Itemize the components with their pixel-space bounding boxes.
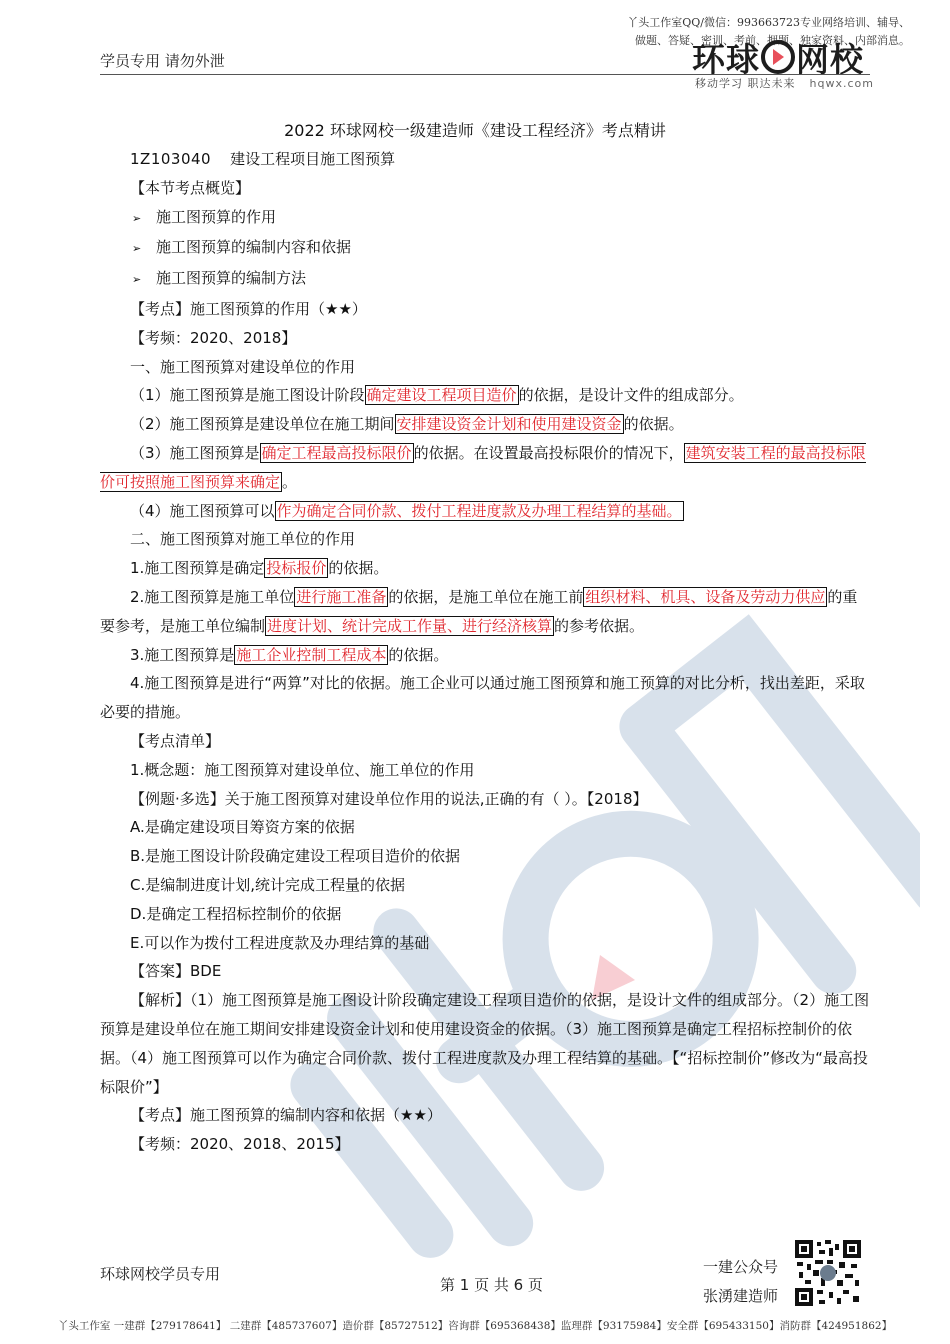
answer: 【答案】BDE [130,962,222,981]
option-e: E.可以作为拨付工程进度款及办理结算的基础 [130,933,430,952]
checklist-item: 1.概念题：施工图预算对建设单位、施工单位的作用 [130,760,475,779]
page-indicator: 第 1 页 共 6 页 [440,1276,543,1294]
text-segment: （2）施工图预算是建设单位在施工期间 [130,415,395,434]
text-segment: （4）施工图预算可以 [130,501,275,520]
promo-footer-text: 丫头工作室 一建群【279178641】 二建群【485737607】造价群【85727512】咨询群【695368438】监理群【93175984】安全群【695433150】消防群【424951862】 [57,1320,893,1332]
text-segment: 的参考依据。 [554,616,645,635]
logo-play-icon [761,40,795,74]
text-segment: 的依据，是施工单位在施工前 [388,587,584,606]
heading-owner-role: 一、施工图预算对建设单位的作用 [130,357,356,376]
bullet-item [100,233,870,264]
bullet-item [100,203,870,234]
highlight-box: 确定建设工程项目造价 [366,386,517,405]
logo-text-a: 环球 [692,40,760,79]
logo-slogan-text: 移动学习 职达未来 [695,77,796,90]
footer-student-label: 环球网校学员专用 [100,1265,221,1283]
bullet-text: 施工图预算的编制内容和依据 [156,238,352,257]
owner-role-4 [100,497,870,526]
analysis: 【解析】（1）施工图预算是施工图设计阶段确定建设工程项目造价的依据，是设计文件的组成部分。（2）施工图预算是建设单位在施工期间安排建设资金计划和使用建设资金的依据。（3）施工图预算是确定工程招标控制价的依据。（4）施工图预算可以作为确定合同价款、拨付工程进度款及办理工程结算的基础。【“招标控制价”修改为“最高投标限价”】 [100,991,870,1096]
section-heading [100,145,870,174]
section-title: 建设工程项目施工图预算 [230,150,396,168]
text-segment: 2.施工图预算是施工单位 [130,587,295,606]
option-d: D.是确定工程招标控制价的依据 [130,904,342,923]
promo-line-2: 做题、答疑、密训、考前、押题、独家资料、内部消息。 [635,34,910,47]
highlight-box: 确定工程最高投标限价 [261,443,412,462]
wechat-account-label: 一建公众号 [703,1258,779,1276]
contractor-role-3 [100,641,870,670]
document-title: 2022 环球网校一级建造师《建设工程经济》考点精讲 [284,121,666,140]
document-body [100,145,870,1159]
highlight-box: 作为确定合同价款、拨付工程进度款及办理工程结算的基础。 [276,501,682,520]
highlight-box: 安排建设资金计划和使用建设资金 [396,415,622,434]
bullet-item [100,264,870,295]
highlight-box: 投标报价 [266,559,327,578]
arrow-bullet-icon: ➢ [132,211,142,225]
text-segment: （1）施工图预算是施工图设计阶段 [130,386,365,405]
logo-slogan [695,75,874,91]
highlight-box: 进度计划、统计完成工作量、进行经济核算 [267,616,553,635]
text-segment: 的重要参考，是施工单位编制 [100,587,858,635]
contractor-role-1 [100,554,870,583]
highlight-box: 施工企业控制工程成本 [236,645,387,664]
section-code: 1Z103040 [130,150,212,168]
text-segment: 的依据。 [388,645,449,664]
highlight-box: 进行施工准备 [296,587,387,606]
owner-role-3 [100,439,870,497]
option-a: A.是确定建设项目筹资方案的依据 [130,818,355,837]
header-divider [100,74,870,75]
text-segment: 的依据，是设计文件的组成部分。 [518,386,744,405]
arrow-bullet-icon: ➢ [132,242,142,256]
text-segment: 的依据。 [623,415,684,434]
point1-label: 【考点】施工图预算的作用（★★） [130,299,367,318]
owner-role-1 [100,381,870,410]
checklist-label: 【考点清单】 [130,731,221,750]
text-segment: 3.施工图预算是 [130,645,235,664]
point1-frequency: 【考频：2020、2018】 [130,328,297,347]
text-segment: 1.施工图预算是确定 [130,559,265,578]
option-c: C.是编制进度计划,统计完成工程量的依据 [130,875,406,894]
text-segment: 的依据。在设置最高投标限价的情况下， [413,443,684,462]
highlight-box: 组织材料、机具、设备及劳动力供应 [585,587,826,606]
text-segment: 。 [282,472,298,491]
option-b: B.是施工图设计阶段确定建设工程项目造价的依据 [130,847,461,866]
wechat-account-name: 张湧建造师 [703,1287,779,1305]
bullet-text: 施工图预算的作用 [156,207,277,226]
highlight-box: 建筑安装工程的最高投标限价可按照施工图预算来确定 [100,443,866,491]
promo-line-1: 丫头工作室QQ/微信：993663723专业网络培训、辅导、 [627,16,910,29]
logo-text-b: 网校 [796,40,864,79]
header-confidential-label: 学员专用 请勿外泄 [100,52,225,70]
heading-contractor-role: 二、施工图预算对施工单位的作用 [130,530,356,549]
point2-label: 【考点】施工图预算的编制内容和依据（★★） [130,1106,442,1125]
logo-url: hqwx.com [809,77,874,90]
point2-frequency: 【考频：2020、2018、2015】 [130,1135,350,1154]
text-segment: （3）施工图预算是 [130,443,260,462]
arrow-bullet-icon: ➢ [132,273,142,287]
owner-role-2 [100,410,870,439]
overview-label: 【本节考点概览】 [130,178,251,197]
contractor-role-2 [100,583,870,641]
contractor-role-4: 4.施工图预算是进行“两算”对比的依据。施工企业可以通过施工图预算和施工预算的对比分析，找出差距，采取必要的措施。 [100,674,865,722]
bullet-text: 施工图预算的编制方法 [156,269,307,288]
qr-code-icon[interactable] [795,1240,861,1306]
text-segment: 的依据。 [328,559,389,578]
example-question: 【例题·多选】关于施工图预算对建设单位作用的说法,正确的有（ ）。【2018】 [130,789,648,808]
